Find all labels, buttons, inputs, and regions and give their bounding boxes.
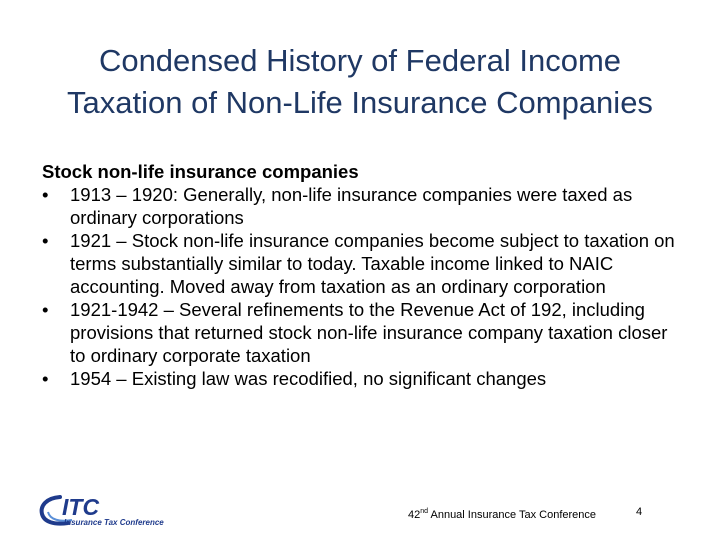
bullet-text: 1921-1942 – Several refinements to the Revenue Act of 192, including provisions that returned stock non-life insurance company taxation closer to ordinary corporate taxation — [70, 299, 668, 366]
bullet-icon: • — [42, 368, 49, 389]
footer-label: Annual Insurance Tax Conference — [428, 509, 597, 521]
bullet-text: 1954 – Existing law was recodified, no significant changes — [70, 368, 547, 389]
logo-subtext: Insurance Tax Conference — [64, 518, 164, 527]
slide-body — [42, 160, 682, 390]
bullet-icon: • — [42, 230, 49, 251]
slide-title — [20, 40, 700, 124]
bullet-text: 1921 – Stock non-life insurance companies become subject to taxation on terms substantially similar to today. Taxable income linked to NAIC accounting. Moved away from taxation as an ordinary corporation — [70, 230, 675, 297]
bullet-item — [42, 367, 682, 390]
subheading: Stock non-life insurance companies — [42, 161, 359, 182]
footer-text — [408, 508, 596, 521]
bullet-list — [42, 183, 682, 390]
slide-title-line-1: Condensed History of Federal Income — [98, 43, 622, 78]
logo-mark: ITC — [62, 494, 100, 520]
page-number: 4 — [636, 506, 643, 518]
footer-suffix: nd — [420, 508, 429, 515]
bullet-item — [42, 298, 682, 367]
bullet-icon: • — [42, 184, 49, 205]
bullet-item — [42, 229, 682, 298]
bullet-icon: • — [42, 299, 49, 320]
itc-logo-icon — [38, 492, 168, 528]
slide-title-line-2: Taxation of Non-Life Insurance Companies — [67, 85, 653, 120]
footer-number: 42 — [408, 509, 421, 521]
bullet-text: 1913 – 1920: Generally, non-life insurance companies were taxed as ordinary corporations — [70, 184, 633, 228]
bullet-item — [42, 183, 682, 229]
